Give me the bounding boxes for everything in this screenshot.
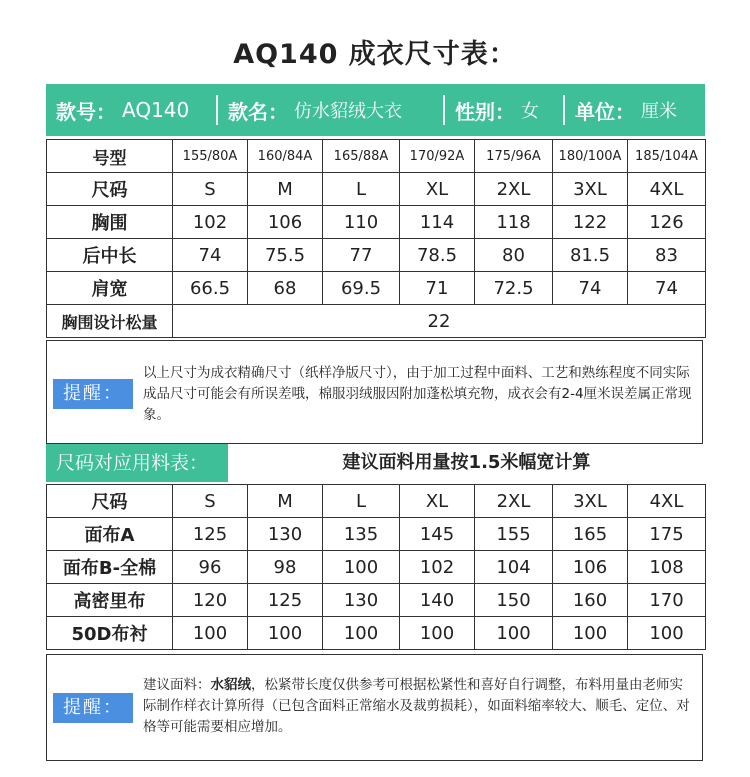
- table-row: [47, 206, 706, 239]
- table-row: [47, 518, 706, 551]
- table-cell: 100: [400, 617, 475, 650]
- gender-label: 性别：: [455, 99, 515, 124]
- code-label: 款号：: [56, 99, 116, 124]
- table-row: [47, 485, 706, 518]
- table-cell: 2XL: [475, 485, 553, 518]
- reminder-text: 以上尺寸为成衣精确尺寸（纸样净版尺寸），由于加工过程中面料、工艺和熟练程度不同实际成品尺寸可能会有所误差哦，棉服羽绒服因附加蓬松填充物，成衣会有2-4厘米误差属正常现象。: [143, 365, 692, 423]
- row-label: 胸围: [47, 206, 173, 239]
- table-cell: 185/104A: [628, 140, 706, 173]
- table-cell: 106: [248, 206, 323, 239]
- code-cell: [46, 84, 216, 136]
- table-row: [47, 617, 706, 650]
- table-cell: 125: [173, 518, 248, 551]
- table-row: [47, 173, 706, 206]
- code-value: AQ140: [122, 98, 190, 122]
- fabric-reminder-material: 水貂绒: [210, 677, 251, 693]
- table-cell: 145: [400, 518, 475, 551]
- table-cell: 106: [553, 551, 628, 584]
- table-cell: 74: [553, 272, 628, 305]
- fabric-reminder-text: [143, 675, 692, 738]
- fabric-table: [46, 484, 706, 650]
- fabric-reminder-body: ，松紧带长度仅供参考可根据松紧性和喜好自行调整，布料用量由老师实际制作样衣计算所得（已包含面料正常缩水及裁剪损耗），如面料缩率较大、顺毛、定位、对格等可能需要相应增加。: [143, 677, 690, 735]
- table-cell: 140: [400, 584, 475, 617]
- row-label: 面布A: [47, 518, 173, 551]
- table-cell: 100: [553, 617, 628, 650]
- table-cell: 71: [400, 272, 475, 305]
- divider: [443, 95, 445, 125]
- table-cell: M: [248, 485, 323, 518]
- table-row: [47, 584, 706, 617]
- row-label: 后中长: [47, 239, 173, 272]
- table-cell: 78.5: [400, 239, 475, 272]
- table-cell: M: [248, 173, 323, 206]
- table-cell: 130: [323, 584, 400, 617]
- divider: [216, 95, 218, 125]
- table-cell: 155/80A: [173, 140, 248, 173]
- fabric-reminder-prefix: 建议面料：: [143, 677, 211, 693]
- row-label: 高密里布: [47, 584, 173, 617]
- table-cell: 100: [475, 617, 553, 650]
- table-cell: 80: [475, 239, 553, 272]
- table-cell: 4XL: [628, 485, 706, 518]
- table-cell: 81.5: [553, 239, 628, 272]
- unit-value: 厘米: [641, 101, 677, 122]
- reminder-badge: 提醒：: [53, 693, 133, 723]
- table-cell: L: [323, 173, 400, 206]
- table-cell: 122: [553, 206, 628, 239]
- name-label: 款名：: [228, 99, 288, 124]
- table-cell: 72.5: [475, 272, 553, 305]
- table-cell: 102: [173, 206, 248, 239]
- table-cell: 3XL: [553, 173, 628, 206]
- table-cell: 69.5: [323, 272, 400, 305]
- gender-value: 女: [521, 101, 539, 122]
- table-cell: 126: [628, 206, 706, 239]
- table-cell: 100: [323, 551, 400, 584]
- table-cell: 74: [173, 239, 248, 272]
- table-cell: 83: [628, 239, 706, 272]
- table-cell: 100: [628, 617, 706, 650]
- product-info-bar: [46, 84, 705, 136]
- table-cell: 175: [628, 518, 706, 551]
- table-cell: 100: [323, 617, 400, 650]
- table-cell: 74: [628, 272, 706, 305]
- unit-label: 单位：: [575, 99, 635, 124]
- row-label: 肩宽: [47, 272, 173, 305]
- table-cell: L: [323, 485, 400, 518]
- table-cell: 130: [248, 518, 323, 551]
- fabric-section-label: 尺码对应用料表：: [46, 444, 228, 482]
- ease-row: [47, 305, 706, 338]
- fabric-section-hint: 建议面料用量按1.5米幅宽计算: [342, 452, 591, 473]
- table-cell: 100: [173, 617, 248, 650]
- table-cell: 170/92A: [400, 140, 475, 173]
- table-cell: 104: [475, 551, 553, 584]
- size-table: [46, 139, 706, 338]
- table-cell: 125: [248, 584, 323, 617]
- ease-label: 胸围设计松量: [47, 305, 173, 338]
- table-cell: 102: [400, 551, 475, 584]
- table-row: [47, 239, 706, 272]
- table-row: [47, 551, 706, 584]
- fabric-section-header: [46, 444, 705, 484]
- table-row: [47, 272, 706, 305]
- unit-cell: [565, 84, 705, 136]
- reminder-box: [46, 340, 703, 444]
- table-cell: 155: [475, 518, 553, 551]
- table-cell: 118: [475, 206, 553, 239]
- fabric-reminder-box: [46, 654, 703, 761]
- row-label: 尺码: [47, 485, 173, 518]
- row-label: 尺码: [47, 173, 173, 206]
- table-cell: 68: [248, 272, 323, 305]
- table-cell: 120: [173, 584, 248, 617]
- table-cell: 3XL: [553, 485, 628, 518]
- table-cell: 75.5: [248, 239, 323, 272]
- ease-value: 22: [173, 305, 706, 338]
- table-cell: 170: [628, 584, 706, 617]
- page-title: AQ140 成衣尺寸表：: [233, 39, 517, 70]
- table-cell: 4XL: [628, 173, 706, 206]
- table-cell: 160: [553, 584, 628, 617]
- table-cell: XL: [400, 173, 475, 206]
- reminder-badge: 提醒：: [53, 379, 133, 409]
- table-cell: 150: [475, 584, 553, 617]
- table-cell: S: [173, 485, 248, 518]
- table-cell: 165: [553, 518, 628, 551]
- divider: [563, 95, 565, 125]
- table-cell: 135: [323, 518, 400, 551]
- table-cell: 77: [323, 239, 400, 272]
- table-cell: 96: [173, 551, 248, 584]
- table-cell: XL: [400, 485, 475, 518]
- table-cell: 98: [248, 551, 323, 584]
- name-cell: [218, 84, 443, 136]
- table-cell: 108: [628, 551, 706, 584]
- table-row: [47, 140, 706, 173]
- table-cell: S: [173, 173, 248, 206]
- name-value: 仿水貂绒大衣: [294, 101, 402, 122]
- row-label: 面布B-全棉: [47, 551, 173, 584]
- gender-cell: [445, 84, 563, 136]
- table-cell: 114: [400, 206, 475, 239]
- table-cell: 180/100A: [553, 140, 628, 173]
- table-cell: 175/96A: [475, 140, 553, 173]
- table-cell: 165/88A: [323, 140, 400, 173]
- row-label: 号型: [47, 140, 173, 173]
- row-label: 50D布衬: [47, 617, 173, 650]
- table-cell: 100: [248, 617, 323, 650]
- table-cell: 110: [323, 206, 400, 239]
- table-cell: 66.5: [173, 272, 248, 305]
- table-cell: 160/84A: [248, 140, 323, 173]
- table-cell: 2XL: [475, 173, 553, 206]
